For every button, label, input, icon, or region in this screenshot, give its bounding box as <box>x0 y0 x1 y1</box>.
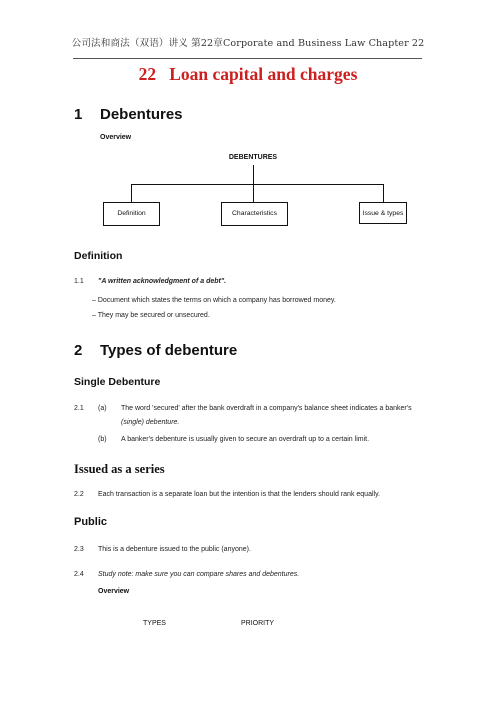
definition-bullet-1: – Document which states the terms on which a company has borrowed money. <box>92 297 336 304</box>
section-1-number: 1 <box>74 106 83 123</box>
para-1-1-number: 1.1 <box>74 278 84 285</box>
overview-label-2: Overview <box>98 588 130 595</box>
para-2-1b-text: A banker's debenture is usually given to secure an overdraft up to a certain limit. <box>121 436 370 443</box>
section-2-number: 2 <box>74 342 83 359</box>
series-heading: Issued as a series <box>74 462 165 476</box>
para-2-1b-label: (b) <box>98 436 107 443</box>
diagram-root: DEBENTURES <box>228 154 278 161</box>
running-header: 公司法和商法（双语）讲义 第22章Corporate and Business Law Chapter 22 <box>71 38 425 49</box>
diagram-node-definition-label: Definition <box>117 210 146 217</box>
para-2-1a-text-1: The word 'secured' after the bank overdraft in a company's balance sheet indicates a banker's <box>121 405 412 412</box>
section-1-title: Debentures <box>100 106 183 123</box>
diagram-node-issue-types <box>359 202 407 224</box>
para-2-3-text: This is a debenture issued to the public (anyone). <box>98 546 251 553</box>
para-2-2-number: 2.2 <box>74 491 84 498</box>
diagram-crossbar <box>131 184 384 185</box>
header-rule <box>73 58 422 59</box>
para-2-1-number: 2.1 <box>74 405 84 412</box>
chapter-title: 22 Loan capital and charges <box>138 64 358 84</box>
public-heading: Public <box>74 516 108 528</box>
diagram-node-characteristics <box>221 202 288 226</box>
diagram-stem <box>253 165 254 184</box>
column-types: TYPES <box>143 620 166 627</box>
diagram-node-issue-types-label: Issue & types <box>362 210 404 217</box>
diagram-drop-left <box>131 184 132 202</box>
overview-label-1: Overview <box>100 134 132 141</box>
diagram-node-characteristics-label: Characteristics <box>232 210 277 217</box>
para-2-1a-label: (a) <box>98 405 107 412</box>
section-2-title: Types of debenture <box>100 342 238 359</box>
definition-bullet-2: – They may be secured or unsecured. <box>92 312 210 319</box>
para-2-3-number: 2.3 <box>74 546 84 553</box>
para-2-2-text: Each transaction is a separate loan but the intention is that the lenders should rank equally. <box>98 491 380 498</box>
diagram-drop-middle <box>253 184 254 202</box>
section-1-heading <box>74 106 183 123</box>
single-debenture-heading: Single Debenture <box>74 376 161 388</box>
diagram-node-definition <box>103 202 160 226</box>
section-2-heading <box>74 342 237 359</box>
definition-heading: Definition <box>74 250 123 262</box>
definition-quote: "A written acknowledgment of a debt". <box>98 278 227 285</box>
column-priority: PRIORITY <box>241 620 275 627</box>
para-2-1a-text-2: (single) debenture. <box>121 419 180 426</box>
para-2-4-number: 2.4 <box>74 571 84 578</box>
para-2-4-text: Study note: make sure you can compare shares and debentures. <box>98 571 300 578</box>
diagram-drop-right <box>383 184 384 202</box>
